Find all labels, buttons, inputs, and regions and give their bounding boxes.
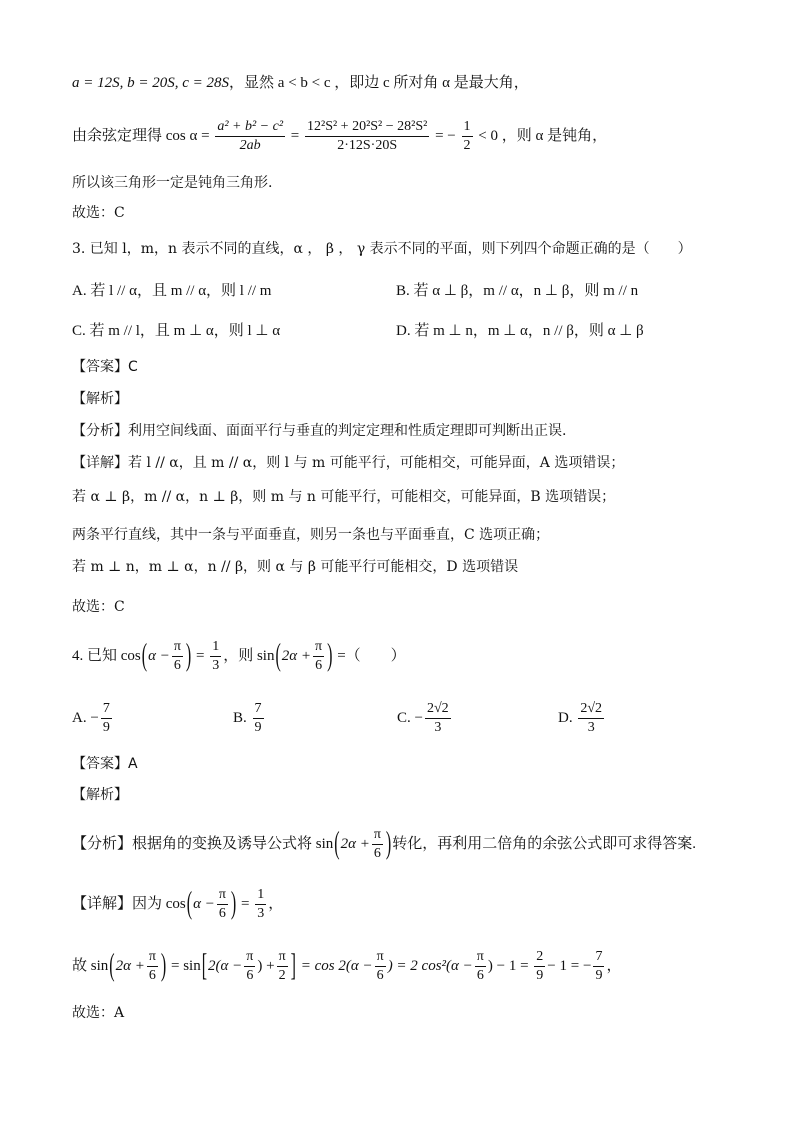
q4-analysis-header: 【解析】 <box>72 787 128 803</box>
solution-line-conclusion: 所以该三角形一定是钝角三角形. <box>72 175 273 191</box>
q3-option-a: A. 若 l // α，且 m // α，则 l // m <box>72 283 272 299</box>
fraction-option-a: $\frac{7}{9}$ <box>102 701 110 736</box>
q4-answer: 【答案】A <box>72 756 138 772</box>
choice-q2: 故选：C <box>72 205 125 221</box>
q3-option-c: C. 若 m // l，且 m ⊥ α，则 l ⊥ α <box>72 323 281 339</box>
q4-option-a: A. − $\frac{7}{9}$ <box>72 701 110 736</box>
q3-answer: 【答案】C <box>72 359 138 375</box>
q4-option-b: B. $\frac{7}{9}$ <box>233 701 262 736</box>
fraction-pi-over-6: $\frac{\pi}{6}$ <box>218 887 226 922</box>
fraction-option-d: $\frac{2√2}{3}$ <box>580 701 603 736</box>
q3-analysis-summary: 【分析】利用空间线面、面面平行与垂直的判定定理和性质定理即可判断出正误. <box>72 423 567 439</box>
q3-analysis-header: 【解析】 <box>72 391 128 407</box>
fraction-two-ninths: $\frac{2}{9}$ <box>536 949 544 984</box>
q4-detail-derivation: 故 sin(2α + $\frac{\pi}{6}$ ) = sin[2(α − $\frac{\pi}{6}$ ) + $\frac{\pi}{2}$ ] = cos 2(α − $\frac{\pi}{6}$ ) = 2 cos²(α − $\frac{\pi}{6}$ ) − 1 = $\frac{2}{9}$ − 1 = − $\frac{7}{9}$ ， <box>72 948 622 984</box>
fraction-seven-ninths: $\frac{7}{9}$ <box>595 949 603 984</box>
q3-detail-d: 若 m ⊥ n，m ⊥ α，n // β，则 α 与 β 可能平行可能相交，D 选项错误 <box>72 559 519 575</box>
q3-detail-a: 【详解】若 l // α，且 m // α，则 l 与 m 可能平行，可能相交，可能异面，A 选项错误； <box>72 455 625 471</box>
fraction-pi-over-6: $\frac{\pi}{6}$ <box>246 949 254 984</box>
choice-q4: 故选：A <box>72 1005 125 1021</box>
q3-detail-b: 若 α ⊥ β，m // α，n ⊥ β，则 m 与 n 可能平行，可能相交，可能异面，B 选项错误； <box>72 489 616 505</box>
q3-option-d: D. 若 m ⊥ n，m ⊥ α，n // β，则 α ⊥ β <box>396 323 644 339</box>
q4-option-c: C. − $\frac{2√2}{3}$ <box>397 701 449 736</box>
solution-line-cosine-law: 由余弦定理得 cos α = $\frac{\text{a² + b² − c²}}{2ab}$ = $\frac{\text{12²S² + 20²S² − 28²S²}}{2\cdot 12S\cdot 20S}$ = − $\frac{1}{2}$ < 0 ，则 α 是钝角， <box>72 119 608 154</box>
fraction-pi-over-6: $\frac{\pi}{6}$ <box>376 949 384 984</box>
fraction-pi-over-6: $\frac{\pi}{6}$ <box>476 949 484 984</box>
q4-option-d: D. $\frac{2√2}{3}$ <box>558 701 603 736</box>
fraction-pi-over-6: $\frac{\pi}{6}$ <box>148 949 156 984</box>
fraction-pi-over-2: $\frac{\pi}{2}$ <box>278 949 286 984</box>
choice-q3: 故选：C <box>72 599 125 615</box>
fraction-cosine-values: $\frac{\text{12²S² + 20²S² − 28²S²}}{2\cdot 12S\cdot 20S}$ <box>307 119 428 154</box>
q3-option-b: B. 若 α ⊥ β，m // α，n ⊥ β，则 m // n <box>396 283 639 299</box>
fraction-option-b: $\frac{7}{9}$ <box>254 701 262 736</box>
fraction-one-third: $\frac{1}{3}$ <box>257 887 265 922</box>
fraction-pi-over-6: $\frac{\pi}{6}$ <box>173 639 181 674</box>
q4-analysis-summary: 【分析】根据角的变换及诱导公式将 sin(2α + $\frac{\pi}{6}$ )转化，再利用二倍角的余弦公式即可求得答案. <box>72 826 697 862</box>
fraction-one-third: $\frac{1}{3}$ <box>212 639 220 674</box>
question-4-stem: 4. 已知 cos(α − $\frac{\pi}{6}$ ) = $\frac{1}{3}$ ，则 sin(2α + $\frac{\pi}{6}$ ) =（ ） <box>72 638 406 674</box>
solution-line-sides: a = 12S, b = 20S, c = 28S，显然 a < b < c ，即边 c 所对角 α 是最大角， <box>72 75 529 91</box>
fraction-pi-over-6: $\frac{\pi}{6}$ <box>373 827 381 862</box>
q4-detail-given: 【详解】因为 cos(α − $\frac{\pi}{6}$ ) = $\frac{1}{3}$ ， <box>72 886 284 922</box>
fraction-cosine-formula: $\frac{\text{a² + b² − c²}}{2ab}$ <box>217 119 284 154</box>
question-3-stem: 3. 已知 l，m，n 表示不同的直线，α ， β ， γ 表示不同的平面，则下列四个命题正确的是（ ） <box>72 241 692 257</box>
fraction-option-c: $\frac{2√2}{3}$ <box>426 701 449 736</box>
q3-detail-c: 两条平行直线，其中一条与平面垂直，则另一条也与平面垂直，C 选项正确； <box>72 527 550 543</box>
fraction-one-half: $\frac{1}{2}$ <box>463 119 471 154</box>
fraction-pi-over-6: $\frac{\pi}{6}$ <box>315 639 323 674</box>
